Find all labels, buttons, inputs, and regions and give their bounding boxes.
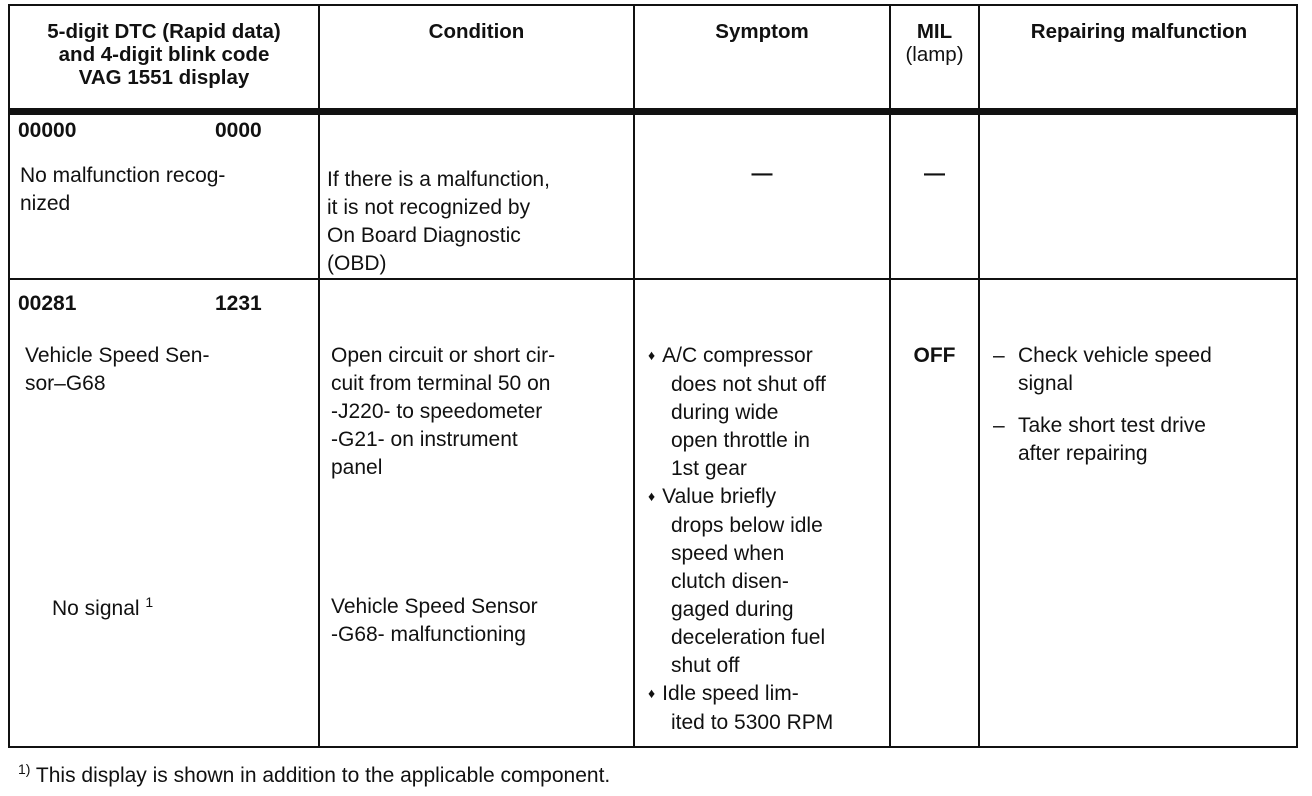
header-condition: Condition <box>428 20 525 43</box>
condition-text: If there is a malfunction, it is not recognized by On Board Diagnostic (OBD) <box>327 168 550 275</box>
bullet-icon: ♦ <box>648 488 656 504</box>
column-divider <box>978 4 980 748</box>
repair-list <box>993 342 1212 468</box>
blink-code: 1231 <box>215 292 262 315</box>
symptom-none: — <box>751 162 773 185</box>
column-divider <box>889 4 891 748</box>
footnote-ref: 1 <box>145 594 154 610</box>
footnote: $^{1)}$ This display is shown in addition to the applicable component. <box>18 761 611 787</box>
header-symptom: Symptom <box>715 20 809 43</box>
symptom-item: ♦ Value briefly drops below idle speed when clutch disen- gaged during deceleration fuel shut off <box>648 485 826 677</box>
footnote-marker: 1) <box>18 761 31 777</box>
dtc-code: 00281 <box>18 292 77 315</box>
symptom-list <box>648 342 833 737</box>
condition-text: Vehicle Speed Sensor -G68- malfunctioning <box>331 595 538 646</box>
dtc-code: 00000 <box>18 119 77 142</box>
column-divider <box>633 4 635 748</box>
blink-code: 0000 <box>215 119 262 142</box>
column-divider <box>318 4 320 748</box>
header-divider <box>8 108 1298 115</box>
bullet-icon: ♦ <box>648 685 656 701</box>
symptom-item: ♦ A/C compressor does not shut off during wide open throttle in 1st gear <box>648 344 826 480</box>
row-divider <box>8 278 1298 280</box>
repair-step: – Take short test drive after repairing <box>993 414 1206 465</box>
header-mil: MIL (lamp) <box>905 20 964 66</box>
symptom-item: ♦ Idle speed lim- ited to 5300 RPM <box>648 682 834 734</box>
repair-step: – Check vehicle speed signal <box>993 344 1212 395</box>
dtc-description: No malfunction recog- nized <box>20 164 226 215</box>
header-repair: Repairing malfunction <box>1030 20 1248 43</box>
sub-description: No signal $^1$ <box>52 594 154 620</box>
bullet-icon: ♦ <box>648 347 656 363</box>
mil-status: OFF <box>913 344 956 367</box>
header-dtc: 5-digit DTC (Rapid data) and 4-digit blink code VAG 1551 display <box>47 20 281 89</box>
condition-text: Open circuit or short cir- cuit from terminal 50 on -J220- to speedometer -G21- on instrument panel <box>331 344 556 479</box>
mil-none: — <box>924 162 945 185</box>
dash-icon: – <box>993 344 1005 367</box>
dash-icon: – <box>993 414 1005 437</box>
dtc-description: Vehicle Speed Sen- sor–G68 <box>25 344 210 395</box>
